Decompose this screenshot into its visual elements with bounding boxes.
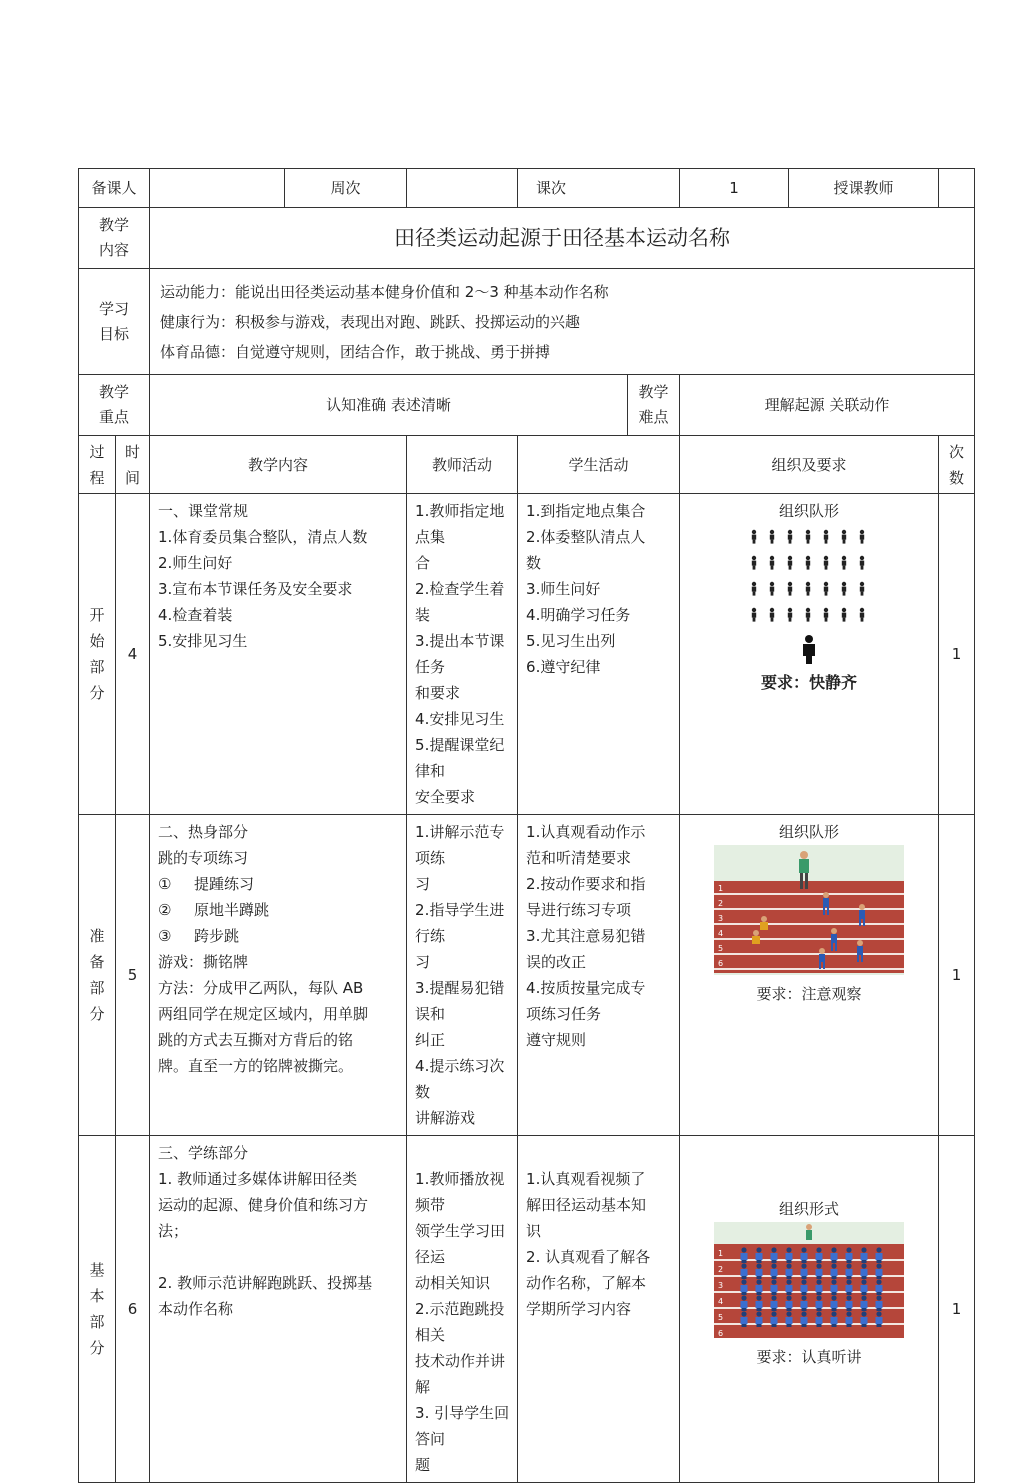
student-figure bbox=[741, 1311, 748, 1327]
drill-item: ② 原地半蹲跳 bbox=[158, 901, 270, 919]
student-figure bbox=[801, 1247, 808, 1263]
svg-text:5: 5 bbox=[718, 944, 724, 953]
svg-text:3: 3 bbox=[718, 1281, 724, 1290]
lesson-title: 田径类运动起源于田径基本运动名称 bbox=[150, 208, 975, 269]
student-figure bbox=[806, 556, 810, 570]
teacher-figure bbox=[803, 635, 815, 664]
col-student: 学生活动 bbox=[518, 436, 680, 494]
student-figure bbox=[842, 608, 846, 622]
track-drill-illustration bbox=[714, 845, 904, 975]
student-figure bbox=[771, 1247, 778, 1263]
content-row bbox=[79, 208, 975, 269]
student-figure bbox=[861, 1247, 868, 1263]
key-point-label: 教学 重点 bbox=[79, 375, 150, 436]
student-figure bbox=[752, 582, 756, 596]
student-figure bbox=[831, 1279, 838, 1295]
student-figure bbox=[756, 1295, 763, 1311]
teacher-value bbox=[939, 169, 975, 208]
student-figure bbox=[771, 1263, 778, 1279]
difficulty-value: 理解起源 关联动作 bbox=[680, 375, 975, 436]
org-title: 组织队形 bbox=[779, 502, 840, 520]
student-figure bbox=[788, 608, 792, 622]
student-figure bbox=[860, 530, 864, 544]
goals-label: 学习 目标 bbox=[79, 269, 150, 375]
student-figure bbox=[756, 1247, 763, 1263]
student-figure bbox=[860, 608, 864, 622]
col-process: 过 程 bbox=[79, 436, 116, 494]
org-title: 组织形式 bbox=[779, 1200, 840, 1218]
col-org: 组织及要求 bbox=[680, 436, 939, 494]
week-value bbox=[407, 169, 518, 208]
student-figure bbox=[801, 1295, 808, 1311]
week-label: 周次 bbox=[285, 169, 407, 208]
student-figure bbox=[801, 1263, 808, 1279]
org-title: 组织队形 bbox=[779, 823, 840, 841]
student-figure bbox=[806, 530, 810, 544]
section-name: 准 备 部 分 bbox=[79, 815, 116, 1136]
org-cell bbox=[680, 494, 939, 815]
svg-text:4: 4 bbox=[718, 929, 724, 938]
student-figure bbox=[788, 556, 792, 570]
student-figure bbox=[861, 1263, 868, 1279]
goals-list bbox=[150, 269, 975, 375]
student-figure bbox=[861, 1295, 868, 1311]
student-figure bbox=[752, 530, 756, 544]
student-figure bbox=[771, 1279, 778, 1295]
student-figure bbox=[770, 608, 774, 622]
lesson-value: 1 bbox=[680, 169, 789, 208]
student-figure bbox=[860, 556, 864, 570]
student-figure bbox=[806, 608, 810, 622]
section-count: 1 bbox=[939, 815, 975, 1136]
student-figure bbox=[831, 1247, 838, 1263]
student-figure bbox=[770, 556, 774, 570]
student-activity: 1.认真观看动作示 范和听清楚要求 2.按动作要求和指 导进行练习专项 3.尤其注意易犯错 误的改正 4.按质按量完成专 项练习任务 遵守规则 bbox=[518, 815, 680, 1136]
student-figure bbox=[824, 556, 828, 570]
section-name: 基 本 部 分 bbox=[79, 1136, 116, 1483]
student-figure bbox=[786, 1295, 793, 1311]
goal-line: 体育品德：自觉遵守规则，团结合作，敢于挑战、勇于拼搏 bbox=[160, 342, 551, 361]
svg-text:1: 1 bbox=[718, 1249, 724, 1258]
col-count: 次 数 bbox=[939, 436, 975, 494]
student-figure bbox=[816, 1311, 823, 1327]
student-figure bbox=[824, 582, 828, 596]
teacher-label: 授课教师 bbox=[789, 169, 939, 208]
svg-text:6: 6 bbox=[718, 959, 724, 968]
student-figure bbox=[846, 1247, 853, 1263]
org-requirement: 要求：注意观察 bbox=[756, 985, 862, 1003]
section-main-row bbox=[79, 1136, 975, 1483]
student-figure bbox=[842, 556, 846, 570]
student-figure bbox=[860, 582, 864, 596]
drill-item: ① 提踵练习 bbox=[158, 875, 255, 893]
student-figure bbox=[771, 1295, 778, 1311]
student-figure bbox=[846, 1311, 853, 1327]
column-header-row bbox=[79, 436, 975, 494]
teacher-activity: 1.教师播放视频带 领学生学习田径运 动相关知识 2.示范跑跳投相关 技术动作并讲解 3. 引导学生回答问 题 bbox=[407, 1136, 518, 1483]
student-figure bbox=[741, 1247, 748, 1263]
section-warmup-row bbox=[79, 815, 975, 1136]
teacher-activity: 1.讲解示范专项练 习 2.指导学生进行练 习 3.提醒易犯错误和 纠正 4.提示练习次数 讲解游戏 bbox=[407, 815, 518, 1136]
student-figure bbox=[771, 1311, 778, 1327]
goal-line: 运动能力：能说出田径类运动基本健身价值和 2～3 种基本动作名称 bbox=[160, 282, 609, 301]
student-activity: 1.认真观看视频了 解田径运动基本知 识 2. 认真观看了解各 动作名称，了解本 学期所学习内容 bbox=[518, 1136, 680, 1483]
difficulty-label: 教学 难点 bbox=[628, 375, 680, 436]
student-figure bbox=[824, 530, 828, 544]
svg-text:2: 2 bbox=[718, 899, 724, 908]
formation-diagram bbox=[734, 524, 884, 670]
student-figure bbox=[786, 1279, 793, 1295]
key-point-value: 认知准确 表述清晰 bbox=[150, 375, 628, 436]
col-teacher: 教师活动 bbox=[407, 436, 518, 494]
section-content: 三、学练部分 1. 教师通过多媒体讲解田径类 运动的起源、健身价值和练习方 法； 2. 教师示范讲解跑跳跃、投掷基 本动作名称 bbox=[150, 1136, 407, 1483]
content-label: 教学 内容 bbox=[79, 208, 150, 269]
student-figure bbox=[801, 1311, 808, 1327]
section-content: 一、课堂常规 1.体育委员集合整队，清点人数 2.师生问好 3.宣布本节课任务及安全要求 4.检查着装 5.安排见习生 bbox=[150, 494, 407, 815]
student-figure bbox=[786, 1263, 793, 1279]
student-figure bbox=[861, 1311, 868, 1327]
goals-row bbox=[79, 269, 975, 375]
svg-text:6: 6 bbox=[718, 1329, 724, 1338]
student-figure bbox=[770, 530, 774, 544]
svg-text:1: 1 bbox=[718, 884, 724, 893]
student-figure bbox=[846, 1295, 853, 1311]
student-figure bbox=[788, 530, 792, 544]
student-figure bbox=[876, 1247, 883, 1263]
section-count: 1 bbox=[939, 494, 975, 815]
student-figure bbox=[788, 582, 792, 596]
student-figure bbox=[824, 608, 828, 622]
svg-text:4: 4 bbox=[718, 1297, 724, 1306]
student-figure bbox=[842, 530, 846, 544]
class-formation-illustration bbox=[714, 1222, 904, 1338]
student-figure bbox=[861, 1279, 868, 1295]
focus-row bbox=[79, 375, 975, 436]
student-figure bbox=[770, 582, 774, 596]
student-figure bbox=[756, 1263, 763, 1279]
student-figure bbox=[816, 1247, 823, 1263]
student-figure bbox=[752, 556, 756, 570]
lesson-label: 课次 bbox=[518, 169, 680, 208]
student-figure bbox=[786, 1311, 793, 1327]
student-figure bbox=[876, 1295, 883, 1311]
student-figure bbox=[752, 608, 756, 622]
org-requirement: 要求：认真听讲 bbox=[756, 1348, 862, 1366]
student-figure bbox=[876, 1311, 883, 1327]
section-time: 4 bbox=[116, 494, 150, 815]
header-row bbox=[79, 169, 975, 208]
svg-text:3: 3 bbox=[718, 914, 724, 923]
teacher-activity: 1.教师指定地点集 合 2.检查学生着装 3.提出本节课任务 和要求 4.安排见习生 5.提醒课堂纪律和 安全要求 bbox=[407, 494, 518, 815]
student-figure bbox=[816, 1263, 823, 1279]
student-activity: 1.到指定地点集合 2.体委整队清点人 数 3.师生问好 4.明确学习任务 5.见习生出列 6.遵守纪律 bbox=[518, 494, 680, 815]
student-figure bbox=[876, 1279, 883, 1295]
svg-text:5: 5 bbox=[718, 1313, 724, 1322]
org-cell bbox=[680, 815, 939, 1136]
section-time: 6 bbox=[116, 1136, 150, 1483]
section-name: 开 始 部 分 bbox=[79, 494, 116, 815]
col-content: 教学内容 bbox=[150, 436, 407, 494]
student-figure bbox=[741, 1295, 748, 1311]
student-figure bbox=[831, 1311, 838, 1327]
student-figure bbox=[831, 1295, 838, 1311]
student-figure bbox=[831, 1263, 838, 1279]
student-figure bbox=[756, 1279, 763, 1295]
student-figure bbox=[806, 582, 810, 596]
col-time: 时 间 bbox=[116, 436, 150, 494]
student-figure bbox=[741, 1263, 748, 1279]
coach-figure bbox=[806, 1224, 812, 1240]
student-figure bbox=[842, 582, 846, 596]
lesson-plan-table bbox=[78, 168, 975, 1483]
student-figure bbox=[786, 1247, 793, 1263]
org-requirement: 要求：快静齐 bbox=[761, 673, 858, 692]
preparer-label: 备课人 bbox=[79, 169, 150, 208]
student-figure bbox=[741, 1279, 748, 1295]
section-count: 1 bbox=[939, 1136, 975, 1483]
student-figure bbox=[876, 1263, 883, 1279]
preparer-value bbox=[150, 169, 285, 208]
drill-item: ③ 跨步跳 bbox=[158, 927, 240, 945]
student-figure bbox=[846, 1279, 853, 1295]
svg-text:2: 2 bbox=[718, 1265, 724, 1274]
student-figure bbox=[846, 1263, 853, 1279]
student-figure bbox=[816, 1295, 823, 1311]
org-cell bbox=[680, 1136, 939, 1483]
section-content: 二、热身部分 跳的专项练习 ① 提踵练习 ② 原地半蹲跳 ③ 跨步跳 游戏：撕铭牌 方法：分成甲乙两队，每队 AB 两组同学在规定区域内，用单脚 跳的方式去互撕对方背后的铭 牌。直至一方的铭牌被撕完。 bbox=[150, 815, 407, 1136]
student-figure bbox=[801, 1279, 808, 1295]
section-time: 5 bbox=[116, 815, 150, 1136]
lesson-plan bbox=[78, 168, 974, 1483]
student-figure bbox=[756, 1311, 763, 1327]
section-start-row bbox=[79, 494, 975, 815]
goal-line: 健康行为：积极参与游戏，表现出对跑、跳跃、投掷运动的兴趣 bbox=[160, 312, 581, 331]
student-figure bbox=[816, 1279, 823, 1295]
